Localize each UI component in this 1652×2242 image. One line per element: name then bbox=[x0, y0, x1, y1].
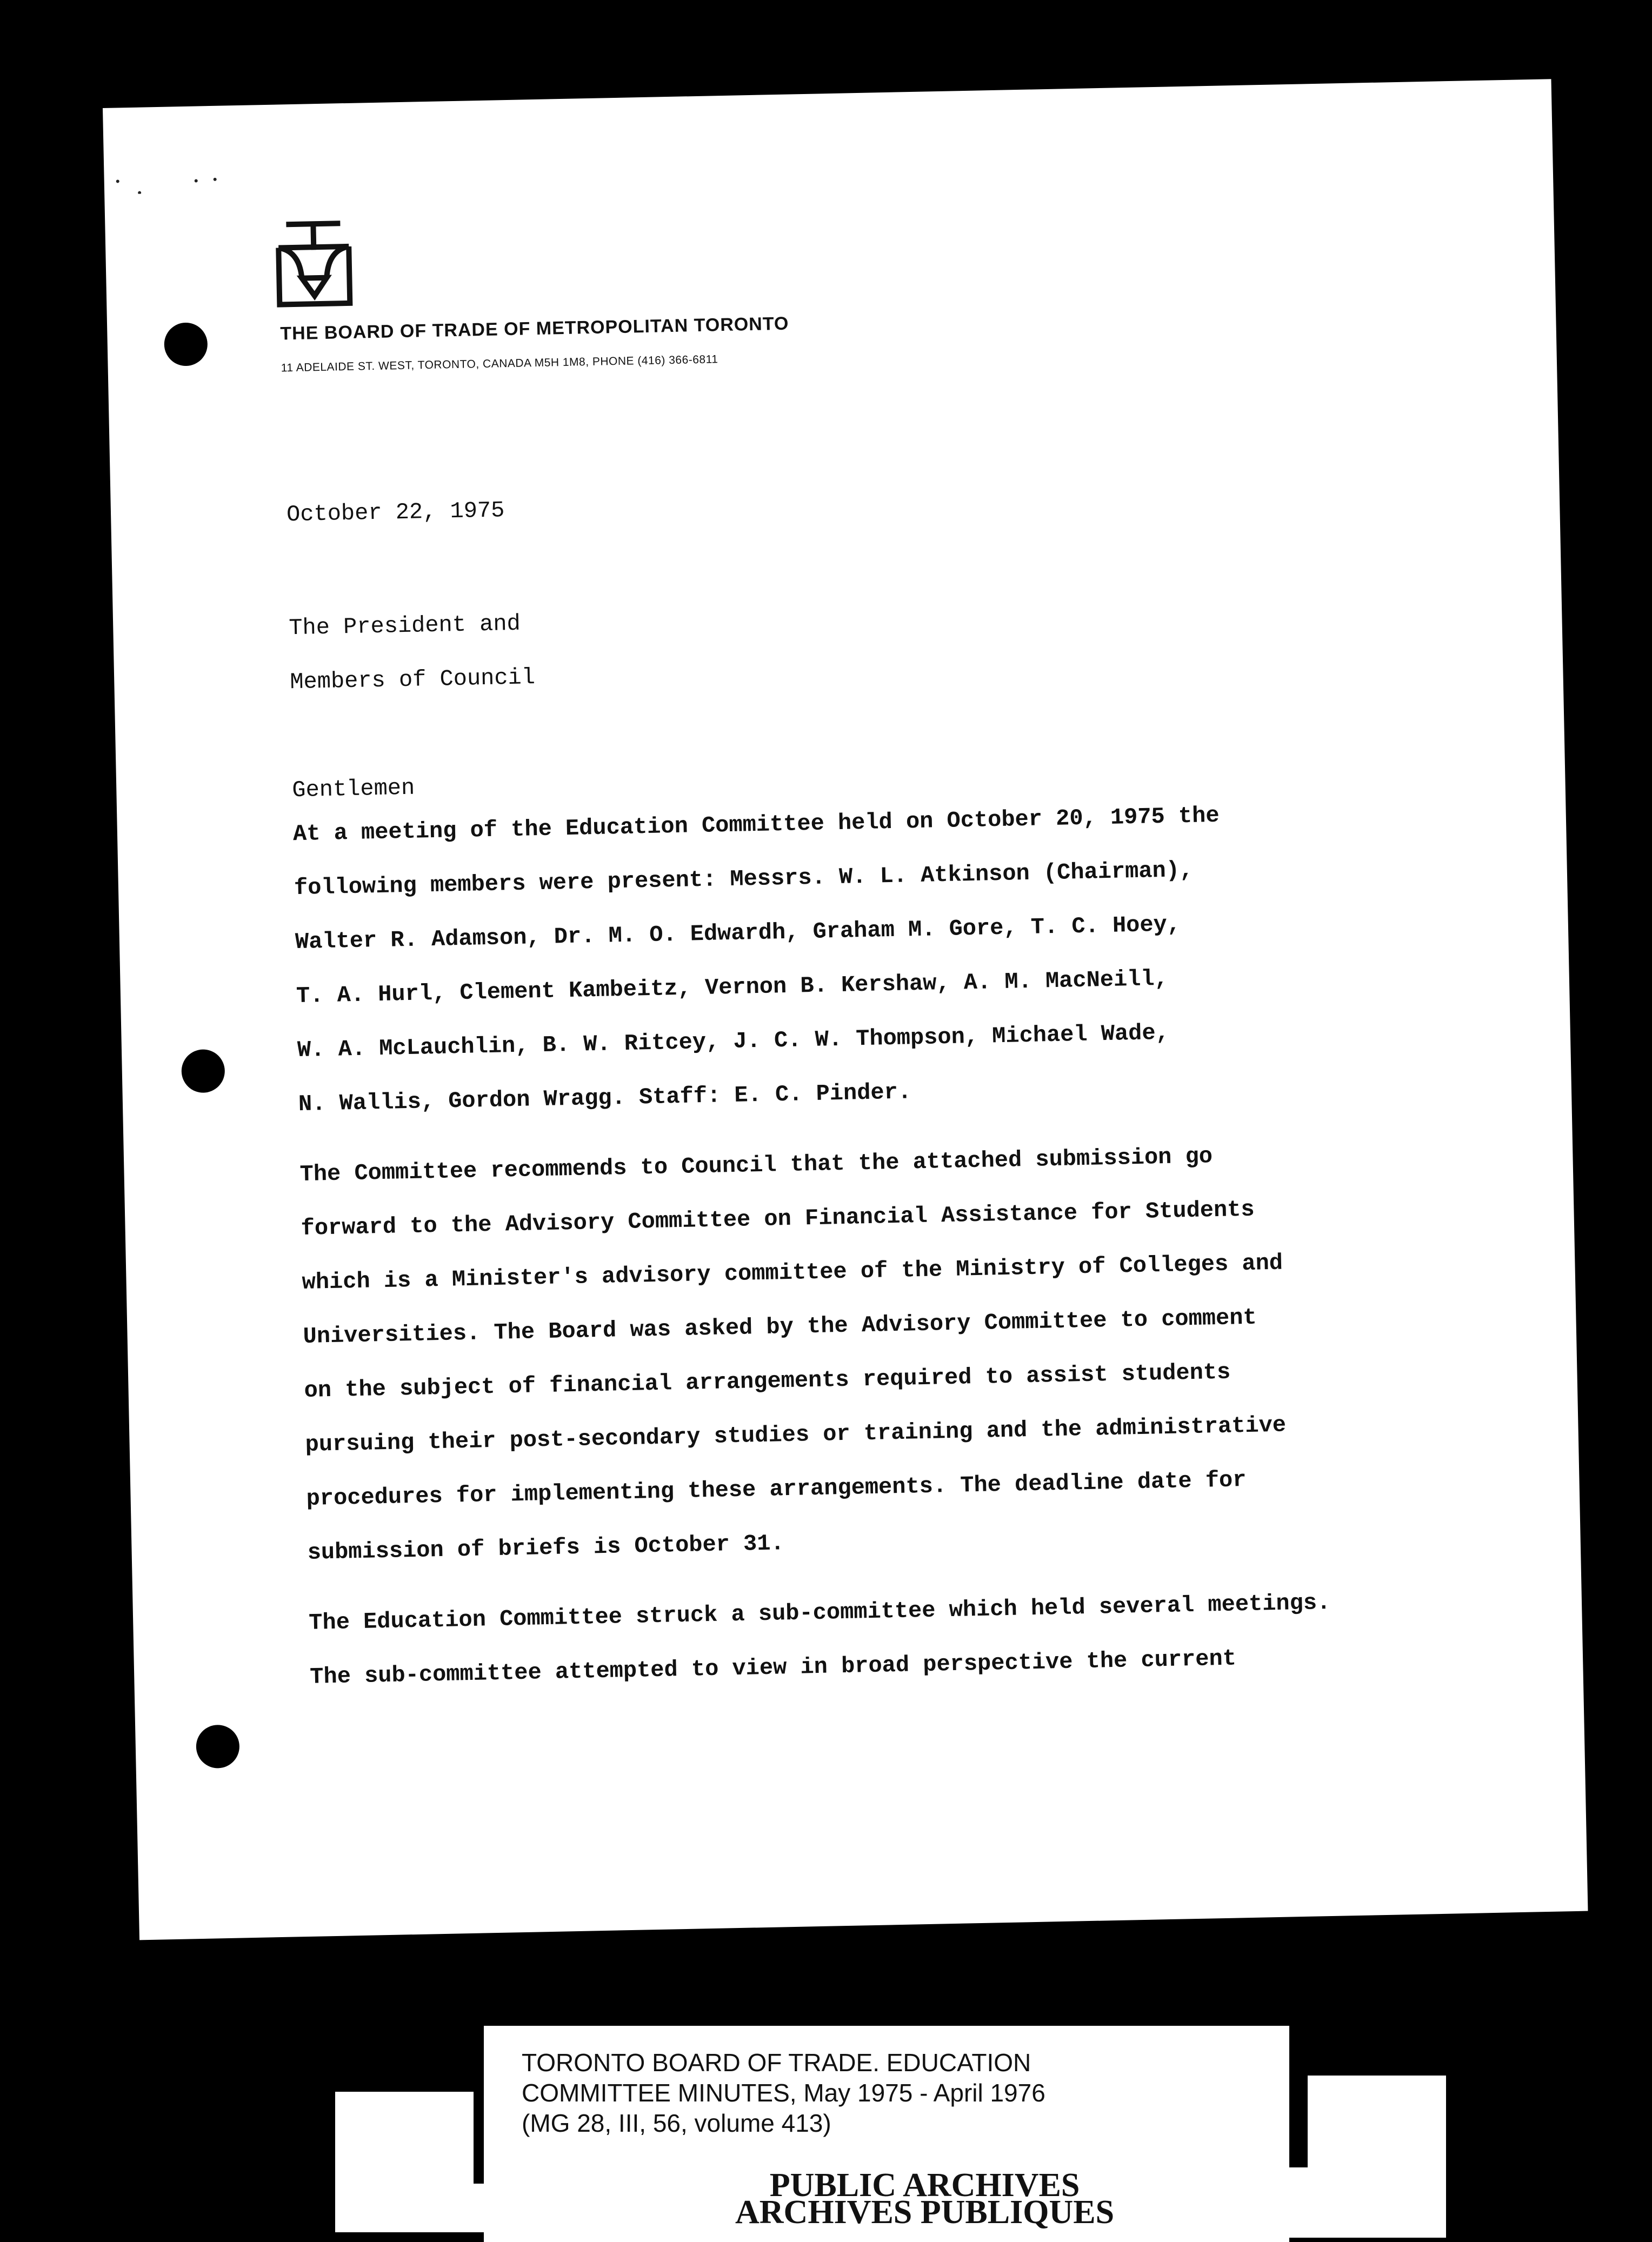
card-backing-right bbox=[1289, 2076, 1446, 2238]
recipient-line-1: The President and bbox=[288, 610, 521, 642]
paragraph-line: The Education Committee struck a sub-committee which held several meetings. bbox=[308, 1589, 1331, 1636]
letter-page bbox=[103, 79, 1588, 1940]
organization-name: THE BOARD OF TRADE OF METROPOLITAN TORONTO bbox=[280, 313, 789, 344]
punch-hole-top bbox=[164, 322, 208, 366]
paragraph-line: forward to the Advisory Committee on Financial Assistance for Students bbox=[301, 1196, 1255, 1242]
punch-hole-bottom bbox=[196, 1725, 240, 1769]
archive-label-line-3: (MG 28, III, 56, volume 413) bbox=[522, 2109, 831, 2137]
paragraph-line: submission of briefs is October 31. bbox=[307, 1530, 785, 1566]
archive-label-text bbox=[522, 2047, 1045, 2138]
paragraph-line: W. A. McLauchlin, B. W. Ritcey, J. C. W. Thompson, Michael Wade, bbox=[297, 1019, 1170, 1064]
paragraph-line: T. A. Hurl, Clement Kambeitz, Vernon B. Kershaw, A. M. MacNeill, bbox=[296, 965, 1169, 1010]
punch-hole-middle bbox=[181, 1049, 225, 1093]
archive-label-line-2: COMMITTEE MINUTES, May 1975 - April 1976 bbox=[522, 2079, 1045, 2107]
paragraph-meeting bbox=[292, 785, 1380, 1131]
paragraph-line: pursuing their post-secondary studies or training and the administrative bbox=[305, 1412, 1287, 1458]
paragraph-recommendation bbox=[299, 1126, 1389, 1580]
recipient-line-2: Members of Council bbox=[289, 664, 536, 696]
organization-address: 11 ADELAIDE ST. WEST, TORONTO, CANADA M5H 1M8, PHONE (416) 366-6811 bbox=[281, 353, 718, 375]
salutation: Gentlemen bbox=[291, 775, 415, 804]
paragraph-line: following members were present: Messrs. W. L. Atkinson (Chairman), bbox=[294, 857, 1194, 902]
archive-label-line-1: TORONTO BOARD OF TRADE. EDUCATION bbox=[522, 2049, 1031, 2077]
archives-stamp-line-2: ARCHIVES PUBLIQUES bbox=[735, 2194, 1115, 2231]
paragraph-line: The sub-committee attempted to view in broad perspective the current bbox=[309, 1645, 1237, 1690]
paragraph-line: procedures for implementing these arrangements. The deadline date for bbox=[306, 1467, 1247, 1512]
archives-stamp bbox=[735, 2167, 1115, 2231]
archives-stamp-line-1: PUBLIC ARCHIVES bbox=[769, 2167, 1080, 2204]
paragraph-line: The Committee recommends to Council that the attached submission go bbox=[299, 1143, 1213, 1188]
paragraph-line: N. Wallis, Gordon Wragg. Staff: E. C. Pinder. bbox=[298, 1079, 912, 1118]
paragraph-line: At a meeting of the Education Committee held on October 20, 1975 the bbox=[292, 802, 1220, 848]
card-backing-left bbox=[335, 2092, 492, 2232]
scan-specks bbox=[115, 176, 224, 195]
paragraph-line: on the subject of financial arrangements required to assist students bbox=[304, 1359, 1231, 1404]
letter-date: October 22, 1975 bbox=[286, 497, 505, 528]
board-of-trade-emblem-icon bbox=[272, 217, 355, 310]
paragraph-subcommittee bbox=[308, 1574, 1391, 1704]
archive-label-card bbox=[484, 2026, 1289, 2242]
paragraph-line: which is a Minister's advisory committee of the Ministry of Colleges and bbox=[302, 1250, 1283, 1296]
paragraph-line: Walter R. Adamson, Dr. M. O. Edwardh, Graham M. Gore, T. C. Hoey, bbox=[295, 911, 1181, 956]
paragraph-line: Universities. The Board was asked by the Advisory Committee to comment bbox=[303, 1304, 1257, 1350]
